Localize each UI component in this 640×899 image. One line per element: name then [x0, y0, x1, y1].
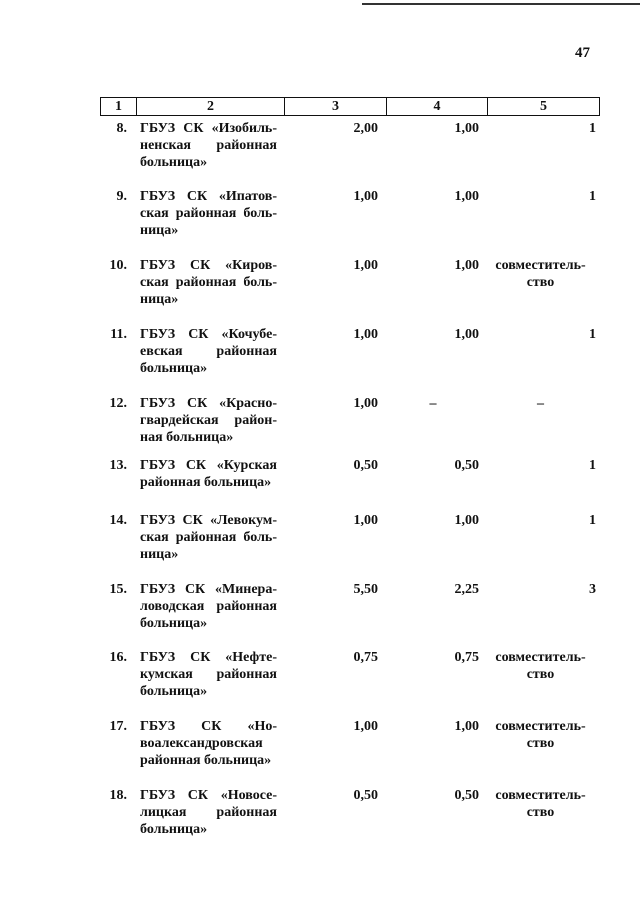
col4-value: 0,50	[454, 788, 479, 803]
col4-value: 1,00	[454, 258, 479, 273]
col3-value: 1,00	[353, 719, 378, 734]
row-number: 8.	[116, 121, 127, 136]
col3-value: 0,50	[353, 788, 378, 803]
name-line: ГБУЗ СК «Красно-	[140, 396, 277, 411]
col5-line: 1	[589, 121, 596, 136]
col3-value: 0,75	[353, 650, 378, 665]
col5-value	[483, 512, 596, 529]
col5-line: ство	[526, 736, 555, 751]
name-line: евская районная	[140, 344, 277, 359]
row-number: 17.	[109, 719, 127, 734]
row-number: 12.	[109, 396, 127, 411]
row-number: 18.	[109, 788, 127, 803]
col4-value: 2,25	[454, 582, 479, 597]
institution-name	[140, 257, 277, 308]
name-line: ГБУЗ СК «Киров-	[140, 258, 277, 273]
col5-line: 1	[589, 189, 596, 204]
col5-line: ство	[526, 667, 555, 682]
col3-value: 2,00	[353, 121, 378, 136]
col5-value	[483, 188, 596, 205]
col4-value: 1,00	[454, 719, 479, 734]
col5-line: 1	[589, 513, 596, 528]
col5-line: ство	[526, 275, 555, 290]
col5-value	[483, 120, 596, 137]
col3-value: 1,00	[353, 396, 378, 411]
col5-value	[483, 326, 596, 343]
name-line: ГБУЗ СК «Нефте-	[140, 650, 277, 665]
name-line: больница»	[140, 684, 208, 699]
col5-line: –	[537, 396, 544, 411]
name-line: ненская районная	[140, 138, 277, 153]
name-line: кумская районная	[140, 667, 277, 682]
institution-name	[140, 581, 277, 632]
name-line: районная больница»	[140, 475, 272, 490]
name-line: районная больница»	[140, 753, 272, 768]
col3-value: 5,50	[353, 582, 378, 597]
col5-value	[483, 257, 598, 291]
name-line: ГБУЗ СК «Кочубе-	[140, 327, 277, 342]
name-line: ГБУЗ СК «Ипатов-	[140, 189, 277, 204]
col5-line: 3	[589, 582, 596, 597]
row-number: 9.	[116, 189, 127, 204]
col5-line: 1	[589, 327, 596, 342]
name-line: ница»	[140, 223, 179, 238]
institution-name	[140, 188, 277, 239]
col5-line: ство	[526, 805, 555, 820]
col4-value: 0,50	[454, 458, 479, 473]
name-line: лицкая районная	[140, 805, 277, 820]
col3-value: 1,00	[353, 258, 378, 273]
col5-value	[483, 787, 598, 821]
institution-name	[140, 787, 277, 838]
col4-value: 1,00	[454, 327, 479, 342]
name-line: воалександровская	[140, 736, 263, 751]
col5-line: совместитель-	[495, 650, 586, 665]
name-line: больница»	[140, 361, 208, 376]
col5-value	[483, 581, 596, 598]
col5-value	[483, 718, 598, 752]
col5-line: совместитель-	[495, 258, 586, 273]
col5-line: совместитель-	[495, 719, 586, 734]
col3-value: 1,00	[353, 327, 378, 342]
col3-value: 0,50	[353, 458, 378, 473]
page-number: 47	[575, 45, 590, 61]
col4-value: 0,75	[454, 650, 479, 665]
name-line: ская районная боль-	[140, 275, 277, 290]
name-line: ная больница»	[140, 430, 234, 445]
row-number: 15.	[109, 582, 127, 597]
name-line: ГБУЗ СК «Минера-	[140, 582, 277, 597]
row-number: 14.	[109, 513, 127, 528]
name-line: гвардейская район-	[140, 413, 277, 428]
header-col-4: 4	[387, 98, 488, 115]
name-line: ГБУЗ СК «Изобиль-	[140, 121, 277, 136]
name-line: ГБУЗ СК «Новосе-	[140, 788, 277, 803]
institution-name	[140, 457, 277, 491]
institution-name	[140, 120, 277, 171]
name-line: ская районная боль-	[140, 206, 277, 221]
col3-value: 1,00	[353, 513, 378, 528]
row-number: 11.	[110, 327, 127, 342]
name-line: ГБУЗ СК «Левокум-	[140, 513, 277, 528]
header-col-1: 1	[101, 98, 137, 115]
institution-name	[140, 649, 277, 700]
name-line: ГБУЗ СК «Но-	[140, 719, 277, 734]
col4-value: 1,00	[454, 121, 479, 136]
name-line: ница»	[140, 547, 179, 562]
institution-name	[140, 718, 277, 769]
col5-line: совместитель-	[495, 788, 586, 803]
name-line: ГБУЗ СК «Курская	[140, 458, 277, 473]
header-col-5: 5	[540, 99, 547, 114]
row-number: 13.	[109, 458, 127, 473]
name-line: больница»	[140, 616, 208, 631]
col5-value	[483, 395, 598, 412]
col5-value	[483, 649, 598, 683]
row-number: 10.	[109, 258, 127, 273]
header-col-2: 2	[137, 98, 285, 115]
institution-name	[140, 395, 277, 446]
name-line: ловодская районная	[140, 599, 277, 614]
col3-value: 1,00	[353, 189, 378, 204]
institution-name	[140, 512, 277, 563]
col4-value: 1,00	[454, 513, 479, 528]
top-rule	[362, 3, 640, 5]
name-line: больница»	[140, 155, 208, 170]
name-line: ская районная боль-	[140, 530, 277, 545]
col4-value: –	[429, 396, 437, 411]
row-number: 16.	[109, 650, 127, 665]
institution-name	[140, 326, 277, 377]
header-col-3: 3	[285, 98, 387, 115]
col4-value: 1,00	[454, 189, 479, 204]
name-line: ница»	[140, 292, 179, 307]
name-line: больница»	[140, 822, 208, 837]
col5-line: 1	[589, 458, 596, 473]
col5-value	[483, 457, 596, 474]
table-header	[100, 97, 600, 116]
